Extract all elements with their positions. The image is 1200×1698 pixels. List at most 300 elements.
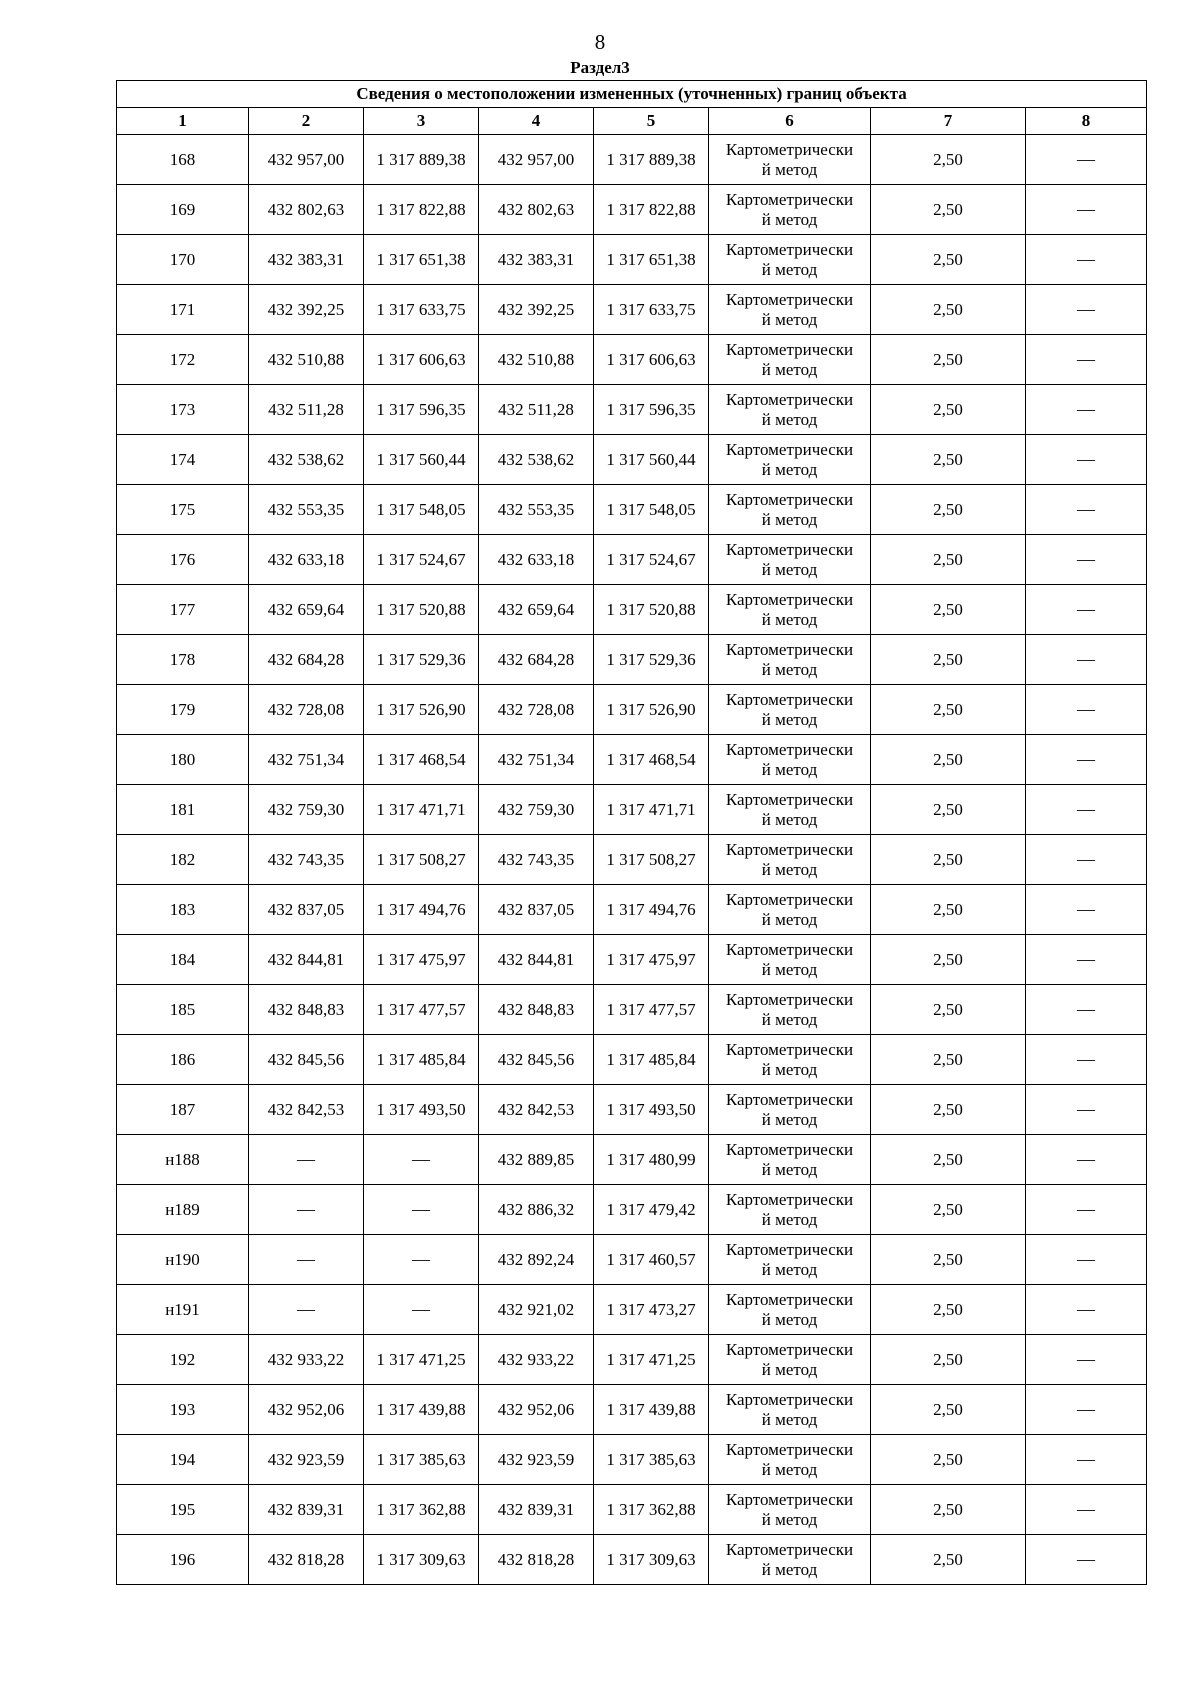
- refined-y-cell: 1 317 822,88: [594, 185, 709, 235]
- accuracy-cell: 2,50: [871, 1285, 1026, 1335]
- accuracy-cell: 2,50: [871, 135, 1026, 185]
- description-cell: —: [1026, 1335, 1147, 1385]
- column-header: 5: [594, 108, 709, 135]
- refined-x-cell: 432 818,28: [479, 1535, 594, 1585]
- method-text-line: Картометрически: [725, 289, 854, 309]
- refined-x-cell: 432 759,30: [479, 785, 594, 835]
- refined-y-cell: 1 317 309,63: [594, 1535, 709, 1585]
- existing-y-cell: 1 317 485,84: [364, 1035, 479, 1085]
- refined-x-cell: 432 659,64: [479, 585, 594, 635]
- refined-x-cell: 432 923,59: [479, 1435, 594, 1485]
- point-number-cell: н190: [117, 1235, 249, 1285]
- accuracy-cell: 2,50: [871, 1135, 1026, 1185]
- refined-y-cell: 1 317 473,27: [594, 1285, 709, 1335]
- table-row: [117, 1135, 1147, 1185]
- existing-x-cell: 432 839,31: [249, 1485, 364, 1535]
- method-text-line: й метод: [761, 209, 818, 229]
- existing-x-cell: 432 957,00: [249, 135, 364, 185]
- point-number-cell: 174: [117, 435, 249, 485]
- method-cell: [709, 1235, 871, 1285]
- table-header-row: [117, 108, 1147, 135]
- refined-y-cell: 1 317 596,35: [594, 385, 709, 435]
- table-row: [117, 685, 1147, 735]
- method-cell: [709, 1535, 871, 1585]
- column-header: 3: [364, 108, 479, 135]
- method-cell: [709, 385, 871, 435]
- table-row: [117, 1285, 1147, 1335]
- method-text-line: й метод: [761, 1209, 818, 1229]
- description-cell: —: [1026, 335, 1147, 385]
- point-number-cell: 173: [117, 385, 249, 435]
- accuracy-cell: 2,50: [871, 335, 1026, 385]
- method-text-line: й метод: [761, 1109, 818, 1129]
- existing-x-cell: 432 510,88: [249, 335, 364, 385]
- refined-y-cell: 1 317 606,63: [594, 335, 709, 385]
- point-number-cell: 185: [117, 985, 249, 1035]
- method-text-line: Картометрически: [725, 1489, 854, 1509]
- column-header: 4: [479, 108, 594, 135]
- existing-y-cell: —: [364, 1285, 479, 1335]
- point-number-cell: 179: [117, 685, 249, 735]
- point-number-cell: 187: [117, 1085, 249, 1135]
- point-number-cell: н189: [117, 1185, 249, 1235]
- point-number-cell: 170: [117, 235, 249, 285]
- description-cell: —: [1026, 1085, 1147, 1135]
- refined-x-cell: 432 892,24: [479, 1235, 594, 1285]
- method-text-line: Картометрически: [725, 139, 854, 159]
- method-cell: [709, 1485, 871, 1535]
- existing-y-cell: 1 317 633,75: [364, 285, 479, 335]
- table-row: [117, 585, 1147, 635]
- method-text-line: Картометрически: [725, 1389, 854, 1409]
- refined-y-cell: 1 317 651,38: [594, 235, 709, 285]
- method-text-line: й метод: [761, 859, 818, 879]
- refined-y-cell: 1 317 480,99: [594, 1135, 709, 1185]
- method-text-line: Картометрически: [725, 1339, 854, 1359]
- existing-y-cell: 1 317 548,05: [364, 485, 479, 535]
- accuracy-cell: 2,50: [871, 185, 1026, 235]
- point-number-cell: 194: [117, 1435, 249, 1485]
- point-number-cell: 178: [117, 635, 249, 685]
- existing-x-cell: —: [249, 1185, 364, 1235]
- method-cell: [709, 985, 871, 1035]
- refined-y-cell: 1 317 475,97: [594, 935, 709, 985]
- description-cell: —: [1026, 635, 1147, 685]
- method-text-line: й метод: [761, 659, 818, 679]
- method-text-line: Картометрически: [725, 789, 854, 809]
- method-text-line: й метод: [761, 1059, 818, 1079]
- accuracy-cell: 2,50: [871, 1235, 1026, 1285]
- method-cell: [709, 435, 871, 485]
- refined-x-cell: 432 553,35: [479, 485, 594, 535]
- existing-y-cell: 1 317 596,35: [364, 385, 479, 435]
- description-cell: —: [1026, 1135, 1147, 1185]
- method-text-line: й метод: [761, 709, 818, 729]
- existing-x-cell: 432 553,35: [249, 485, 364, 535]
- refined-y-cell: 1 317 439,88: [594, 1385, 709, 1435]
- existing-y-cell: 1 317 560,44: [364, 435, 479, 485]
- refined-y-cell: 1 317 508,27: [594, 835, 709, 885]
- method-cell: [709, 1085, 871, 1135]
- method-cell: [709, 835, 871, 885]
- table-row: [117, 185, 1147, 235]
- existing-y-cell: 1 317 309,63: [364, 1535, 479, 1585]
- refined-y-cell: 1 317 471,71: [594, 785, 709, 835]
- refined-y-cell: 1 317 560,44: [594, 435, 709, 485]
- method-text-line: Картометрически: [725, 1439, 854, 1459]
- method-cell: [709, 1285, 871, 1335]
- method-text-line: Картометрически: [725, 1189, 854, 1209]
- existing-x-cell: 432 538,62: [249, 435, 364, 485]
- method-cell: [709, 1185, 871, 1235]
- description-cell: —: [1026, 135, 1147, 185]
- existing-x-cell: 432 848,83: [249, 985, 364, 1035]
- refined-x-cell: 432 511,28: [479, 385, 594, 435]
- method-text-line: й метод: [761, 1459, 818, 1479]
- refined-x-cell: 432 845,56: [479, 1035, 594, 1085]
- table-row: [117, 1035, 1147, 1085]
- table-row: [117, 535, 1147, 585]
- method-text-line: й метод: [761, 559, 818, 579]
- accuracy-cell: 2,50: [871, 1385, 1026, 1435]
- refined-x-cell: 432 848,83: [479, 985, 594, 1035]
- accuracy-cell: 2,50: [871, 1035, 1026, 1085]
- description-cell: —: [1026, 685, 1147, 735]
- accuracy-cell: 2,50: [871, 935, 1026, 985]
- method-cell: [709, 885, 871, 935]
- point-number-cell: 196: [117, 1535, 249, 1585]
- method-text-line: Картометрически: [725, 639, 854, 659]
- method-text-line: Картометрически: [725, 1139, 854, 1159]
- page-number: 8: [594, 30, 606, 54]
- accuracy-cell: 2,50: [871, 685, 1026, 735]
- method-text-line: Картометрически: [725, 339, 854, 359]
- existing-y-cell: 1 317 508,27: [364, 835, 479, 885]
- method-text-line: Картометрически: [725, 1539, 854, 1559]
- description-cell: —: [1026, 1435, 1147, 1485]
- method-text-line: й метод: [761, 1409, 818, 1429]
- method-text-line: Картометрически: [725, 1289, 854, 1309]
- description-cell: —: [1026, 1035, 1147, 1085]
- existing-x-cell: 432 633,18: [249, 535, 364, 585]
- existing-y-cell: 1 317 439,88: [364, 1385, 479, 1435]
- refined-x-cell: 432 383,31: [479, 235, 594, 285]
- accuracy-cell: 2,50: [871, 885, 1026, 935]
- method-text-line: Картометрически: [725, 939, 854, 959]
- method-text-line: й метод: [761, 759, 818, 779]
- existing-y-cell: 1 317 526,90: [364, 685, 479, 735]
- refined-x-cell: 432 842,53: [479, 1085, 594, 1135]
- accuracy-cell: 2,50: [871, 285, 1026, 335]
- table-row: [117, 1335, 1147, 1385]
- boundary-coordinates-table: [116, 80, 1147, 1585]
- existing-x-cell: 432 842,53: [249, 1085, 364, 1135]
- method-text-line: й метод: [761, 1509, 818, 1529]
- existing-x-cell: 432 684,28: [249, 635, 364, 685]
- refined-x-cell: 432 844,81: [479, 935, 594, 985]
- accuracy-cell: 2,50: [871, 835, 1026, 885]
- point-number-cell: 168: [117, 135, 249, 185]
- method-text-line: Картометрически: [725, 589, 854, 609]
- existing-x-cell: 432 743,35: [249, 835, 364, 885]
- existing-x-cell: 432 845,56: [249, 1035, 364, 1085]
- existing-x-cell: 432 392,25: [249, 285, 364, 335]
- accuracy-cell: 2,50: [871, 435, 1026, 485]
- table-row: [117, 785, 1147, 835]
- method-cell: [709, 1385, 871, 1435]
- accuracy-cell: 2,50: [871, 1185, 1026, 1235]
- table-row: [117, 1235, 1147, 1285]
- table-body: [117, 135, 1147, 1585]
- method-text-line: Картометрически: [725, 489, 854, 509]
- existing-y-cell: 1 317 477,57: [364, 985, 479, 1035]
- description-cell: —: [1026, 185, 1147, 235]
- refined-x-cell: 432 889,85: [479, 1135, 594, 1185]
- method-text-line: Картометрически: [725, 189, 854, 209]
- method-text-line: Картометрически: [725, 989, 854, 1009]
- accuracy-cell: 2,50: [871, 535, 1026, 585]
- point-number-cell: 176: [117, 535, 249, 585]
- method-cell: [709, 335, 871, 385]
- refined-x-cell: 432 957,00: [479, 135, 594, 185]
- accuracy-cell: 2,50: [871, 735, 1026, 785]
- accuracy-cell: 2,50: [871, 1485, 1026, 1535]
- point-number-cell: 192: [117, 1335, 249, 1385]
- point-number-cell: 193: [117, 1385, 249, 1435]
- refined-x-cell: 432 633,18: [479, 535, 594, 585]
- method-cell: [709, 1035, 871, 1085]
- existing-x-cell: 432 818,28: [249, 1535, 364, 1585]
- existing-y-cell: 1 317 822,88: [364, 185, 479, 235]
- point-number-cell: 186: [117, 1035, 249, 1085]
- point-number-cell: 195: [117, 1485, 249, 1535]
- description-cell: —: [1026, 935, 1147, 985]
- table-row: [117, 985, 1147, 1035]
- refined-x-cell: 432 728,08: [479, 685, 594, 735]
- point-number-cell: 183: [117, 885, 249, 935]
- table-row: [117, 1485, 1147, 1535]
- existing-x-cell: 432 751,34: [249, 735, 364, 785]
- table-row: [117, 1085, 1147, 1135]
- method-cell: [709, 285, 871, 335]
- existing-y-cell: 1 317 493,50: [364, 1085, 479, 1135]
- refined-y-cell: 1 317 385,63: [594, 1435, 709, 1485]
- table-row: [117, 635, 1147, 685]
- method-text-line: Картометрически: [725, 1089, 854, 1109]
- point-number-cell: 182: [117, 835, 249, 885]
- method-text-line: Картометрически: [725, 239, 854, 259]
- accuracy-cell: 2,50: [871, 1085, 1026, 1135]
- method-cell: [709, 635, 871, 685]
- accuracy-cell: 2,50: [871, 785, 1026, 835]
- point-number-cell: 169: [117, 185, 249, 235]
- existing-y-cell: 1 317 889,38: [364, 135, 479, 185]
- section-title: Раздел3: [570, 58, 630, 77]
- method-text-line: й метод: [761, 309, 818, 329]
- table-row: [117, 135, 1147, 185]
- existing-y-cell: 1 317 651,38: [364, 235, 479, 285]
- description-cell: —: [1026, 735, 1147, 785]
- method-cell: [709, 1335, 871, 1385]
- description-cell: —: [1026, 835, 1147, 885]
- method-text-line: Картометрически: [725, 1239, 854, 1259]
- existing-x-cell: —: [249, 1235, 364, 1285]
- existing-x-cell: 432 659,64: [249, 585, 364, 635]
- existing-y-cell: 1 317 475,97: [364, 935, 479, 985]
- refined-x-cell: 432 751,34: [479, 735, 594, 785]
- method-cell: [709, 585, 871, 635]
- method-text-line: Картометрически: [725, 689, 854, 709]
- method-text-line: й метод: [761, 1309, 818, 1329]
- point-number-cell: н191: [117, 1285, 249, 1335]
- method-cell: [709, 185, 871, 235]
- method-text-line: й метод: [761, 809, 818, 829]
- existing-y-cell: —: [364, 1135, 479, 1185]
- point-number-cell: 175: [117, 485, 249, 535]
- method-text-line: Картометрически: [725, 439, 854, 459]
- method-text-line: й метод: [761, 1359, 818, 1379]
- column-header: 7: [871, 108, 1026, 135]
- method-cell: [709, 1435, 871, 1485]
- method-cell: [709, 135, 871, 185]
- point-number-cell: 180: [117, 735, 249, 785]
- existing-y-cell: 1 317 468,54: [364, 735, 479, 785]
- refined-x-cell: 432 538,62: [479, 435, 594, 485]
- description-cell: —: [1026, 1485, 1147, 1535]
- table-row: [117, 235, 1147, 285]
- table-row: [117, 435, 1147, 485]
- accuracy-cell: 2,50: [871, 1435, 1026, 1485]
- method-text-line: й метод: [761, 1009, 818, 1029]
- method-text-line: й метод: [761, 259, 818, 279]
- refined-x-cell: 432 392,25: [479, 285, 594, 335]
- existing-x-cell: 432 933,22: [249, 1335, 364, 1385]
- existing-y-cell: 1 317 471,71: [364, 785, 479, 835]
- table-row: [117, 335, 1147, 385]
- accuracy-cell: 2,50: [871, 1535, 1026, 1585]
- refined-x-cell: 432 839,31: [479, 1485, 594, 1535]
- refined-y-cell: 1 317 529,36: [594, 635, 709, 685]
- accuracy-cell: 2,50: [871, 235, 1026, 285]
- point-number-cell: н188: [117, 1135, 249, 1185]
- description-cell: —: [1026, 285, 1147, 335]
- method-text-line: Картометрически: [725, 539, 854, 559]
- refined-x-cell: 432 684,28: [479, 635, 594, 685]
- refined-y-cell: 1 317 460,57: [594, 1235, 709, 1285]
- method-cell: [709, 935, 871, 985]
- accuracy-cell: 2,50: [871, 485, 1026, 535]
- refined-y-cell: 1 317 494,76: [594, 885, 709, 935]
- description-cell: —: [1026, 785, 1147, 835]
- existing-x-cell: 432 728,08: [249, 685, 364, 735]
- accuracy-cell: 2,50: [871, 985, 1026, 1035]
- existing-y-cell: 1 317 471,25: [364, 1335, 479, 1385]
- refined-y-cell: 1 317 520,88: [594, 585, 709, 635]
- description-cell: —: [1026, 885, 1147, 935]
- refined-x-cell: 432 837,05: [479, 885, 594, 935]
- table-row: [117, 1185, 1147, 1235]
- description-cell: —: [1026, 1235, 1147, 1285]
- existing-y-cell: —: [364, 1185, 479, 1235]
- method-cell: [709, 685, 871, 735]
- method-cell: [709, 735, 871, 785]
- existing-y-cell: 1 317 362,88: [364, 1485, 479, 1535]
- refined-x-cell: 432 510,88: [479, 335, 594, 385]
- existing-x-cell: 432 383,31: [249, 235, 364, 285]
- table-caption: Сведения о местоположении измененных (уточненных) границ объекта: [117, 81, 1147, 108]
- refined-x-cell: 432 886,32: [479, 1185, 594, 1235]
- refined-y-cell: 1 317 479,42: [594, 1185, 709, 1235]
- method-text-line: Картометрически: [725, 889, 854, 909]
- point-number-cell: 172: [117, 335, 249, 385]
- existing-x-cell: 432 802,63: [249, 185, 364, 235]
- refined-y-cell: 1 317 471,25: [594, 1335, 709, 1385]
- method-cell: [709, 1135, 871, 1185]
- method-text-line: Картометрически: [725, 739, 854, 759]
- existing-x-cell: 432 844,81: [249, 935, 364, 985]
- refined-y-cell: 1 317 889,38: [594, 135, 709, 185]
- method-text-line: Картометрически: [725, 1039, 854, 1059]
- table-row: [117, 385, 1147, 435]
- description-cell: —: [1026, 1535, 1147, 1585]
- point-number-cell: 181: [117, 785, 249, 835]
- accuracy-cell: 2,50: [871, 585, 1026, 635]
- refined-y-cell: 1 317 485,84: [594, 1035, 709, 1085]
- description-cell: —: [1026, 535, 1147, 585]
- refined-y-cell: 1 317 526,90: [594, 685, 709, 735]
- description-cell: —: [1026, 1185, 1147, 1235]
- existing-y-cell: —: [364, 1235, 479, 1285]
- method-text-line: й метод: [761, 159, 818, 179]
- table-row: [117, 285, 1147, 335]
- method-cell: [709, 485, 871, 535]
- accuracy-cell: 2,50: [871, 635, 1026, 685]
- table-row: [117, 835, 1147, 885]
- method-text-line: й метод: [761, 1159, 818, 1179]
- existing-y-cell: 1 317 524,67: [364, 535, 479, 585]
- description-cell: —: [1026, 1285, 1147, 1335]
- method-cell: [709, 235, 871, 285]
- method-text-line: й метод: [761, 1559, 818, 1579]
- accuracy-cell: 2,50: [871, 1335, 1026, 1385]
- method-text-line: й метод: [761, 359, 818, 379]
- accuracy-cell: 2,50: [871, 385, 1026, 435]
- existing-y-cell: 1 317 520,88: [364, 585, 479, 635]
- refined-x-cell: 432 933,22: [479, 1335, 594, 1385]
- description-cell: —: [1026, 385, 1147, 435]
- refined-y-cell: 1 317 548,05: [594, 485, 709, 535]
- table-row: [117, 1435, 1147, 1485]
- method-cell: [709, 785, 871, 835]
- table-row: [117, 735, 1147, 785]
- point-number-cell: 171: [117, 285, 249, 335]
- column-header: 1: [117, 108, 249, 135]
- existing-y-cell: 1 317 606,63: [364, 335, 479, 385]
- refined-x-cell: 432 921,02: [479, 1285, 594, 1335]
- refined-y-cell: 1 317 633,75: [594, 285, 709, 335]
- description-cell: —: [1026, 235, 1147, 285]
- method-text-line: й метод: [761, 609, 818, 629]
- method-text-line: Картометрически: [725, 389, 854, 409]
- existing-x-cell: —: [249, 1285, 364, 1335]
- point-number-cell: 177: [117, 585, 249, 635]
- column-header: 6: [709, 108, 871, 135]
- table-row: [117, 485, 1147, 535]
- existing-x-cell: —: [249, 1135, 364, 1185]
- existing-y-cell: 1 317 529,36: [364, 635, 479, 685]
- table-row: [117, 885, 1147, 935]
- description-cell: —: [1026, 1385, 1147, 1435]
